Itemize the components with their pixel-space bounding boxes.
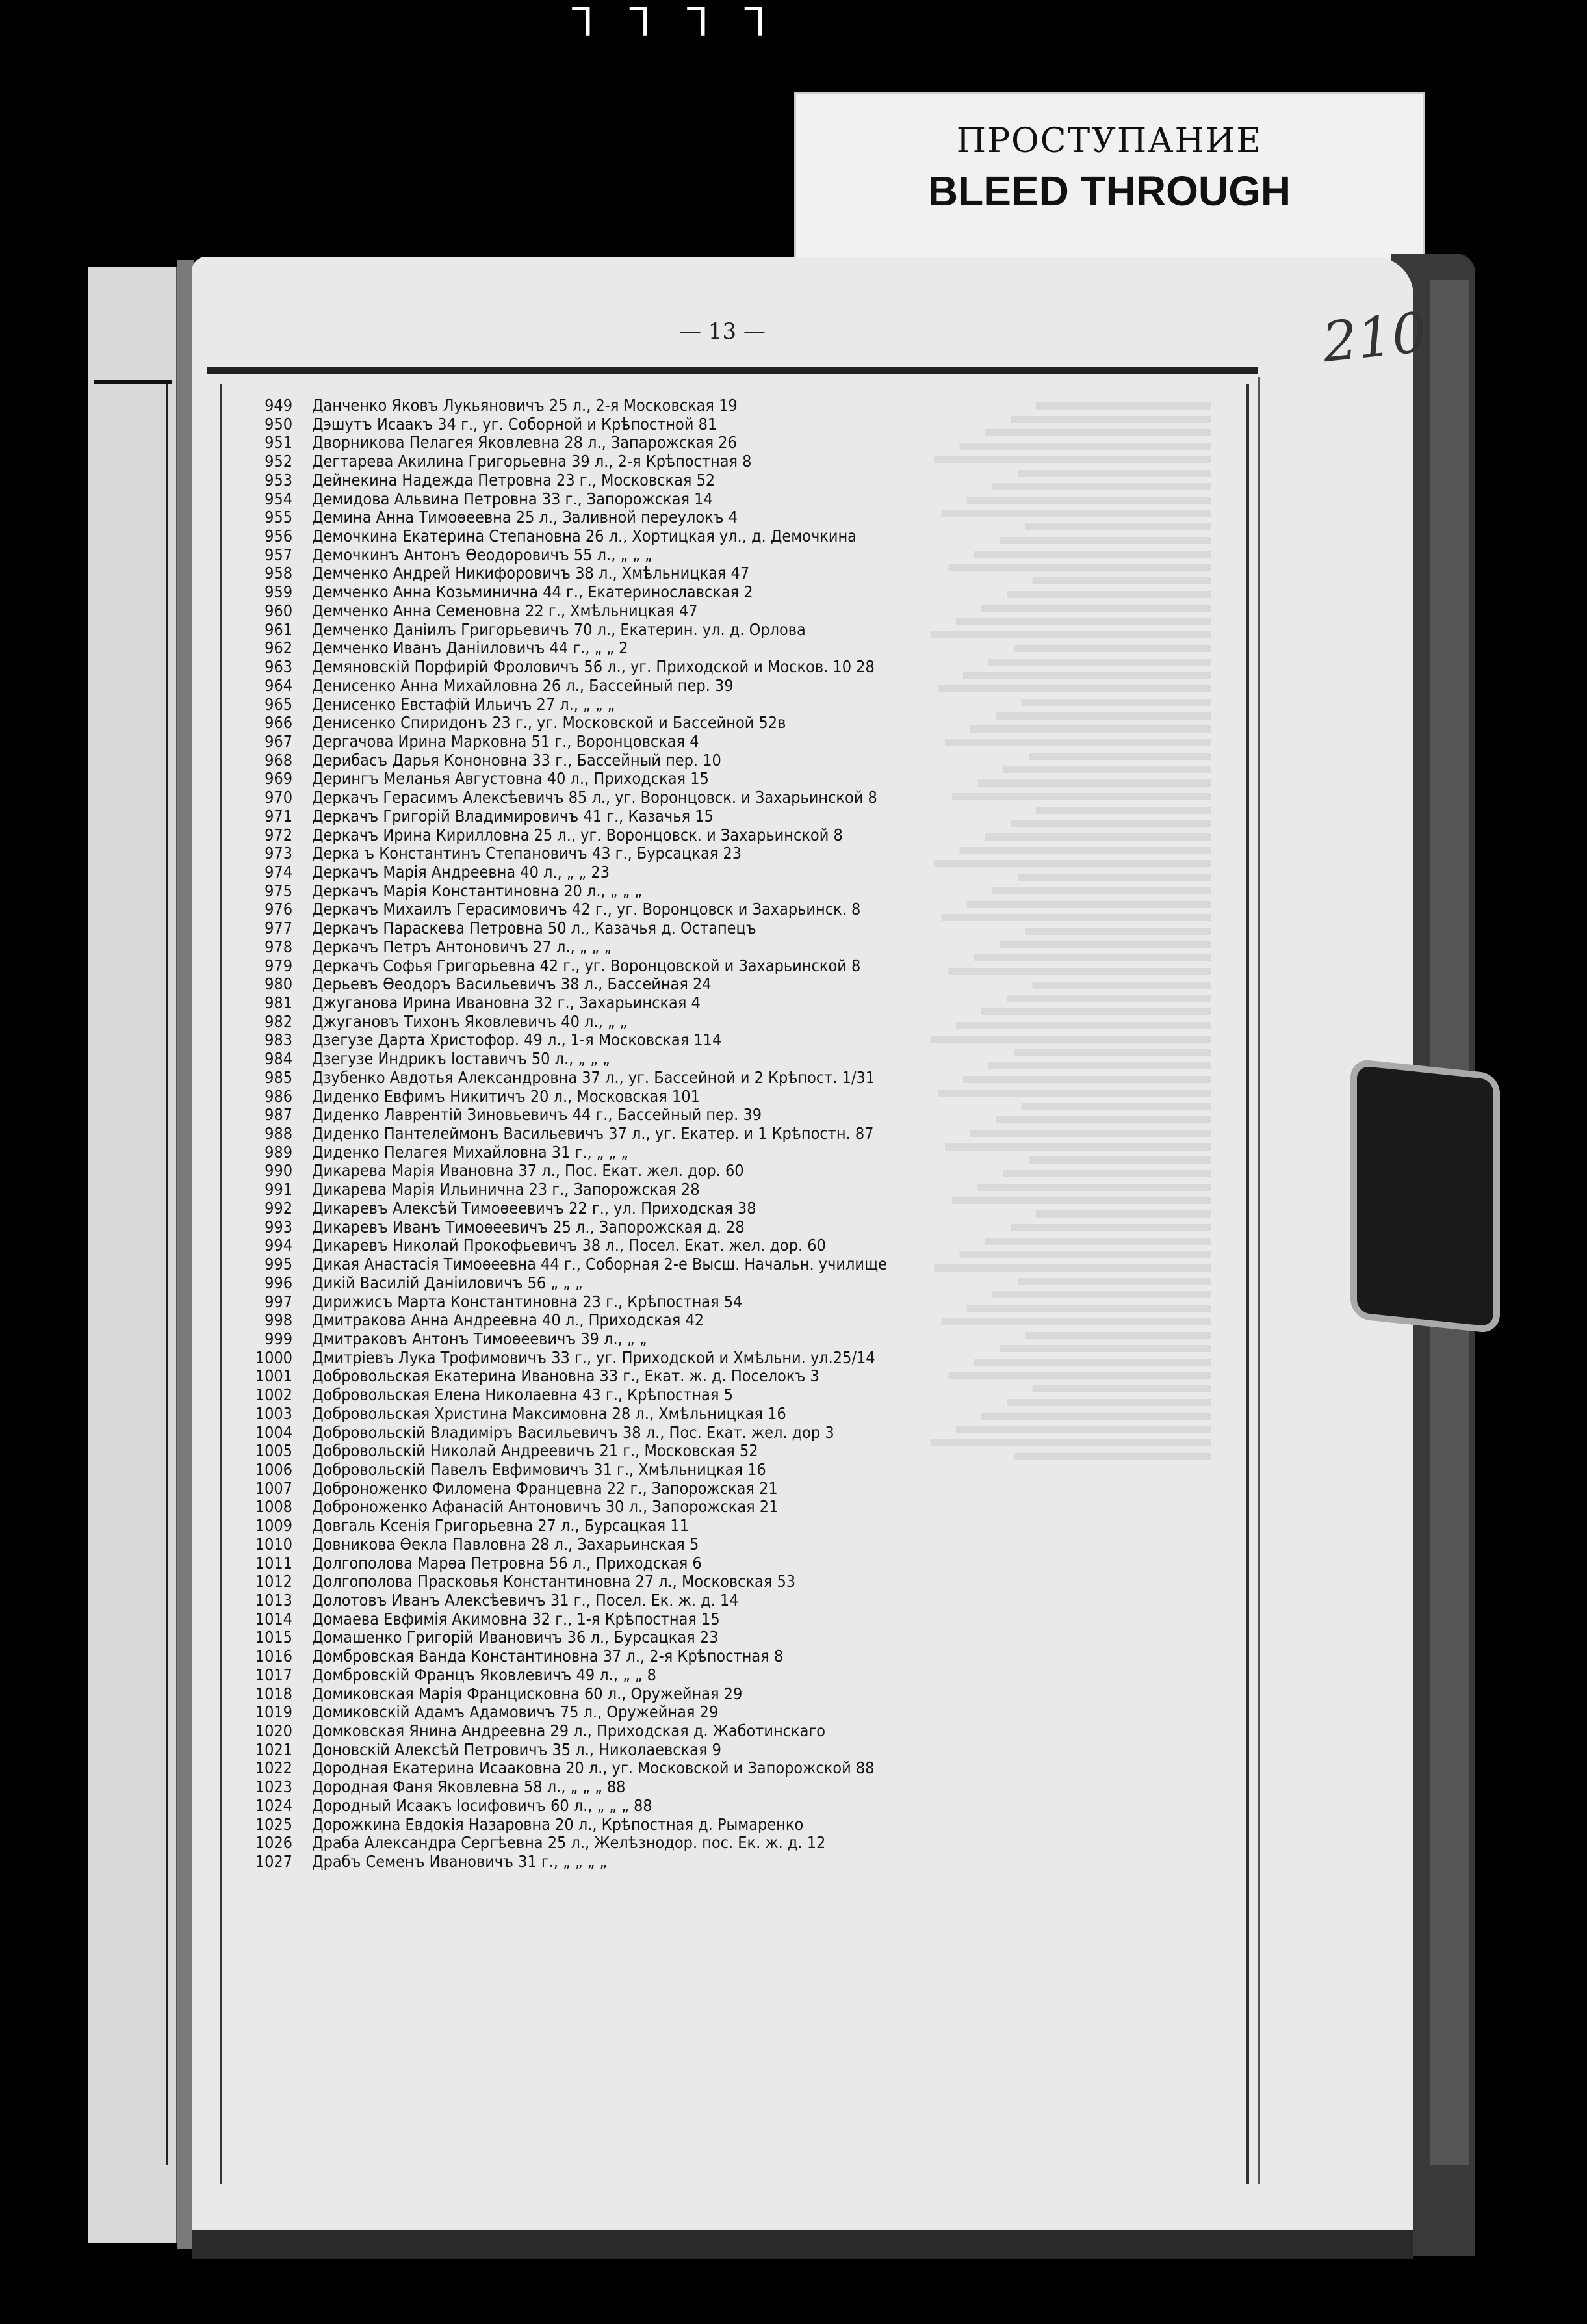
entry-number: 949 xyxy=(264,396,292,415)
entry-text: Денисенко Евстафій Ильичъ 27 л., „ „ „ xyxy=(312,694,615,714)
entry-number: 982 xyxy=(264,1012,292,1031)
entry-number: 968 xyxy=(264,750,292,770)
list-item xyxy=(227,714,1241,733)
entry-text: Деркачъ Григорій Владимировичъ 41 г., Казачья 15 xyxy=(312,806,714,826)
entry-number: 989 xyxy=(264,1142,292,1162)
entry-number: 1005 xyxy=(255,1441,292,1461)
entry-number: 1011 xyxy=(255,1553,292,1573)
entry-number: 983 xyxy=(264,1030,292,1050)
entry-number: 986 xyxy=(264,1086,292,1106)
stamp-label-en: BLEED THROUGH xyxy=(927,168,1291,215)
list-item xyxy=(227,975,1241,994)
entry-number: 978 xyxy=(264,937,292,956)
entry-text: Денисенко Спиридонъ 23 г., уг. Московской и Бассейной 52в xyxy=(312,713,786,733)
entry-text: Дерингъ Меланья Августовна 40 л., Приходская 15 xyxy=(312,769,709,789)
entry-number: 977 xyxy=(264,919,292,938)
entry-number: 970 xyxy=(264,788,292,807)
list-item xyxy=(227,1386,1241,1405)
list-item xyxy=(227,677,1241,696)
entry-text: Дмитраковъ Антонъ Тимоѳеевичъ 39 л., „ „ xyxy=(312,1329,647,1348)
list-item xyxy=(227,1199,1241,1218)
right-column-rule xyxy=(1246,384,1249,2184)
entry-text: Демина Анна Тимоѳеевна 25 л., Заливной переулокъ 4 xyxy=(312,508,738,527)
binding-clip xyxy=(1350,1058,1500,1334)
list-item xyxy=(227,994,1241,1013)
entry-number: 991 xyxy=(264,1180,292,1199)
list-item xyxy=(227,1535,1241,1554)
entry-number: 990 xyxy=(264,1161,292,1181)
entry-text: Диденко Евфимъ Никитичъ 20 л., Московская 101 xyxy=(312,1086,700,1106)
list-item xyxy=(227,1330,1241,1349)
entry-number: 1007 xyxy=(255,1478,292,1498)
entry-number: 971 xyxy=(264,806,292,826)
list-item xyxy=(227,807,1241,826)
entry-text: Демченко Даніилъ Григорьевичъ 70 л., Екатерин. ул. д. Орлова xyxy=(312,620,806,639)
list-item xyxy=(227,602,1241,621)
list-item xyxy=(227,1162,1241,1181)
entry-number: 1024 xyxy=(255,1795,292,1815)
list-item xyxy=(227,1013,1241,1032)
list-item xyxy=(227,1722,1241,1741)
entry-number: 998 xyxy=(264,1311,292,1330)
entry-text: Долотовъ Иванъ Алексѣевичъ 31 г., Посел. Ек. ж. д. 14 xyxy=(312,1591,739,1610)
entry-text: Дмитріевъ Лука Трофимовичъ 33 г., уг. Приходской и Хмѣльни. ул.25/14 xyxy=(312,1348,875,1367)
entry-text: Домаева Евфимія Акимовна 32 г., 1-я Крѣпостная 15 xyxy=(312,1609,720,1628)
entry-number: 1025 xyxy=(255,1814,292,1834)
entry-number: 1006 xyxy=(255,1459,292,1479)
list-item xyxy=(227,957,1241,976)
entry-text: Дворникова Пелагея Яковлевна 28 л., Запарожская 26 xyxy=(312,433,737,452)
entry-text: Домбровская Ванда Константиновна 37 л., 2-я Крѣпостная 8 xyxy=(312,1647,784,1666)
entry-text: Добровольскій Владиміръ Васильевичъ 38 л., Пос. Екат. жел. дор 3 xyxy=(312,1422,834,1442)
list-item xyxy=(227,1517,1241,1535)
entry-text: Дикаревъ Николай Прокофьевичъ 38 л., Посел. Екат. жел. дор. 60 xyxy=(312,1236,826,1255)
bleed-through-stamp xyxy=(794,92,1425,268)
list-item xyxy=(227,1442,1241,1461)
entry-number: 995 xyxy=(264,1255,292,1274)
entry-number: 955 xyxy=(264,508,292,527)
entry-number: 965 xyxy=(264,694,292,714)
entry-number: 1017 xyxy=(255,1665,292,1684)
list-item xyxy=(227,1106,1241,1125)
entry-text: Дзегузе Дарта Христофор. 49 л., 1-я Московская 114 xyxy=(312,1030,722,1050)
entry-text: Деркачъ Софья Григорьевна 42 г., уг. Воронцовской и Захарьинской 8 xyxy=(312,956,861,975)
list-item xyxy=(227,789,1241,807)
entry-text: Дикаревъ Иванъ Тимоѳеевичъ 25 л., Запорожская д. 28 xyxy=(312,1217,745,1236)
entry-number: 952 xyxy=(264,452,292,471)
entry-number: 967 xyxy=(264,731,292,751)
entry-number: 963 xyxy=(264,657,292,677)
entry-number: 1020 xyxy=(255,1721,292,1741)
entry-number: 1014 xyxy=(255,1609,292,1628)
entry-text: Дорожкина Евдокія Назаровна 20 л., Крѣпостная д. Рымаренко xyxy=(312,1814,804,1834)
list-item xyxy=(227,1069,1241,1088)
entry-number: 981 xyxy=(264,993,292,1012)
list-item xyxy=(227,1367,1241,1386)
list-item xyxy=(227,844,1241,863)
list-item xyxy=(227,452,1241,471)
entry-text: Джуганова Ирина Ивановна 32 г., Захарьинская 4 xyxy=(312,993,701,1012)
entry-text: Дикарева Марія Ильинична 23 г., Запорожская 28 xyxy=(312,1180,700,1199)
entry-text: Дородный Исаакъ Іосифовичъ 60 л., „ „ „ 88 xyxy=(312,1795,652,1815)
entry-number: 994 xyxy=(264,1236,292,1255)
entry-text: Дмитракова Анна Андреевна 40 л., Приходская 42 xyxy=(312,1311,704,1330)
entry-number: 979 xyxy=(264,956,292,975)
list-item xyxy=(227,1143,1241,1162)
entry-number: 975 xyxy=(264,881,292,900)
entry-number: 1021 xyxy=(255,1740,292,1759)
entry-number: 969 xyxy=(264,769,292,789)
entry-text: Довгаль Ксенія Григорьевна 27 л., Бурсацкая 11 xyxy=(312,1516,689,1535)
list-item xyxy=(227,1088,1241,1106)
entry-text: Долгополова Прасковья Константиновна 27 л., Московская 53 xyxy=(312,1572,796,1591)
entry-text: Домиковскій Адамъ Адамовичъ 75 л., Оружейная 29 xyxy=(312,1703,719,1722)
list-item xyxy=(227,900,1241,919)
entry-text: Демченко Иванъ Даніиловичъ 44 г., „ „ 2 xyxy=(312,638,628,658)
entry-text: Дзегузе Индрикъ Іоставичъ 50 л., „ „ „ xyxy=(312,1049,610,1069)
entry-number: 1018 xyxy=(255,1684,292,1703)
entry-text: Дерибасъ Дарья Кононовна 33 г., Бассейный пер. 10 xyxy=(312,750,721,770)
list-item xyxy=(227,863,1241,882)
entry-number: 996 xyxy=(264,1273,292,1292)
list-item xyxy=(227,919,1241,938)
right-column-rule-outer xyxy=(1258,377,1260,2184)
entry-number: 950 xyxy=(264,414,292,434)
list-item xyxy=(227,770,1241,789)
entry-number: 961 xyxy=(264,620,292,639)
list-item xyxy=(227,1480,1241,1498)
entry-number: 966 xyxy=(264,713,292,733)
entry-number: 999 xyxy=(264,1329,292,1348)
list-item xyxy=(227,1816,1241,1834)
entry-text: Дерка ъ Константинъ Степановичъ 43 г., Бурсацкая 23 xyxy=(312,844,742,863)
entry-text: Деркачъ Марія Константиновна 20 л., „ „ „ xyxy=(312,881,643,900)
entry-number: 958 xyxy=(264,564,292,583)
entry-number: 1010 xyxy=(255,1534,292,1554)
list-item xyxy=(227,1293,1241,1312)
entry-text: Дегтарева Акилина Григорьевна 39 л., 2-я Крѣпостная 8 xyxy=(312,452,752,471)
entry-text: Дородная Фаня Яковлевна 58 л., „ „ „ 88 xyxy=(312,1777,626,1797)
entry-number: 987 xyxy=(264,1105,292,1125)
list-item xyxy=(227,1255,1241,1274)
entry-text: Доброноженко Афанасій Антоновичъ 30 л., Запорожская 21 xyxy=(312,1497,779,1517)
entry-number: 1016 xyxy=(255,1647,292,1666)
list-item xyxy=(227,434,1241,452)
entry-text: Деркачъ Марія Андреевна 40 л., „ „ 23 xyxy=(312,862,610,881)
list-item xyxy=(227,415,1241,434)
entry-text: Диденко Лаврентій Зиновьевичъ 44 г., Бассейный пер. 39 xyxy=(312,1105,762,1125)
list-item xyxy=(227,1647,1241,1666)
list-item xyxy=(227,658,1241,677)
list-item xyxy=(227,527,1241,546)
entry-number: 997 xyxy=(264,1292,292,1311)
entry-text: Деркачъ Герасимъ Алексѣевичъ 85 л., уг. Воронцовск. и Захарьинской 8 xyxy=(312,788,877,807)
entry-text: Дикарева Марія Ивановна 37 л., Пос. Екат. жел. дор. 60 xyxy=(312,1161,744,1181)
entry-number: 964 xyxy=(264,675,292,695)
entry-text: Демочкина Екатерина Степановна 26 л., Хортицкая ул., д. Демочкина xyxy=(312,527,857,546)
list-item xyxy=(227,1236,1241,1255)
entry-text: Демченко Анна Семеновна 22 г., Хмѣльницкая 47 xyxy=(312,601,698,620)
list-item xyxy=(227,1311,1241,1330)
entry-number: 959 xyxy=(264,582,292,602)
entry-text: Доновскій Алексѣй Петровичъ 35 л., Николаевская 9 xyxy=(312,1740,721,1759)
handwritten-folio-number: 210 xyxy=(1319,300,1430,375)
list-item xyxy=(227,564,1241,583)
entry-number: 992 xyxy=(264,1198,292,1218)
entry-text: Домбровскій Францъ Яковлевичъ 49 л., „ „ 8 xyxy=(312,1665,656,1684)
entry-text: Деркачъ Михаилъ Герасимовичъ 42 г., уг. Воронцовск и Захарьинск. 8 xyxy=(312,900,861,919)
entry-number: 980 xyxy=(264,974,292,994)
entry-number: 1023 xyxy=(255,1777,292,1797)
entry-text: Деркачъ Параскева Петровна 50 л., Казачья д. Остапецъ xyxy=(312,919,756,938)
list-item xyxy=(227,882,1241,901)
entry-text: Домковская Янина Андреевна 29 л., Приходская д. Жаботинскаго xyxy=(312,1721,825,1741)
entry-number: 1019 xyxy=(255,1703,292,1722)
list-item xyxy=(227,639,1241,658)
entry-text: Доброноженко Филомена Францевна 22 г., Запорожская 21 xyxy=(312,1478,778,1498)
entry-text: Демидова Альвина Петровна 33 г., Запорожская 14 xyxy=(312,489,713,508)
entry-text: Демченко Андрей Никифоровичъ 38 л., Хмѣльницкая 47 xyxy=(312,564,750,583)
list-item xyxy=(227,1349,1241,1368)
entry-text: Добровольская Екатерина Ивановна 33 г., Екат. ж. д. Поселокъ 3 xyxy=(312,1366,819,1386)
list-item xyxy=(227,546,1241,565)
entry-number: 953 xyxy=(264,470,292,490)
list-item xyxy=(227,1181,1241,1199)
list-item xyxy=(227,733,1241,751)
list-item xyxy=(227,1778,1241,1797)
entry-number: 1002 xyxy=(255,1385,292,1405)
entry-number: 1009 xyxy=(255,1516,292,1535)
list-item xyxy=(227,1274,1241,1293)
entry-number: 1008 xyxy=(255,1497,292,1517)
entry-text: Демочкинъ Антонъ Ѳеодоровичъ 55 л., „ „ „ xyxy=(312,545,652,564)
previous-page-edge xyxy=(88,267,180,2243)
list-item xyxy=(227,1853,1241,1872)
entry-text: Дейнекина Надежда Петровна 23 г., Московская 52 xyxy=(312,470,716,490)
entry-text: Деркачъ Ирина Кирилловна 25 л., уг. Воронцовск. и Захарьинской 8 xyxy=(312,825,843,844)
entry-number: 956 xyxy=(264,527,292,546)
entry-text: Дикая Анастасія Тимоѳеевна 44 г., Соборная 2-е Высш. Начальн. училище xyxy=(312,1255,888,1274)
entry-text: Домиковская Марія Францисковна 60 л., Оружейная 29 xyxy=(312,1684,743,1703)
entry-number: 1012 xyxy=(255,1572,292,1591)
list-item xyxy=(227,471,1241,490)
stamp-label-ru: ПРОСТУПАНИЕ xyxy=(956,122,1263,161)
list-item xyxy=(227,826,1241,845)
list-item xyxy=(227,1610,1241,1629)
list-item xyxy=(227,696,1241,714)
entry-number: 974 xyxy=(264,862,292,881)
left-column-rule xyxy=(220,384,222,2184)
list-item xyxy=(227,1405,1241,1424)
list-item xyxy=(227,397,1241,415)
list-item xyxy=(227,508,1241,527)
list-item xyxy=(227,1461,1241,1480)
entry-number: 1001 xyxy=(255,1366,292,1386)
page-number: — 13 — xyxy=(679,319,766,345)
entry-number: 951 xyxy=(264,433,292,452)
entry-text: Деркачъ Петръ Антоновичъ 27 л., „ „ „ xyxy=(312,937,612,956)
list-item xyxy=(227,1498,1241,1517)
entry-number: 984 xyxy=(264,1049,292,1069)
entry-text: Данченко Яковъ Лукьяновичъ 25 л., 2-я Московская 19 xyxy=(312,396,738,415)
list-item xyxy=(227,1703,1241,1722)
entry-number: 960 xyxy=(264,601,292,620)
entry-text: Драба Александра Сергѣевна 25 л., Желѣзнодор. пос. Ек. ж. д. 12 xyxy=(312,1833,826,1853)
entry-text: Диденко Пелагея Михайловна 31 г., „ „ „ xyxy=(312,1142,628,1162)
list-item xyxy=(227,1685,1241,1704)
list-item xyxy=(227,621,1241,640)
entry-number: 1004 xyxy=(255,1422,292,1442)
entry-text: Дэшутъ Исаакъ 34 г., уг. Соборной и Крѣпостной 81 xyxy=(312,414,717,434)
entry-text: Дикій Василій Даніиловичъ 56 „ „ „ xyxy=(312,1273,583,1292)
entry-text: Дерьевъ Ѳеодоръ Васильевичъ 38 л., Бассейная 24 xyxy=(312,974,712,994)
list-item xyxy=(227,1797,1241,1816)
list-item xyxy=(227,1218,1241,1237)
entry-text: Домашенко Григорій Ивановичъ 36 л., Бурсацкая 23 xyxy=(312,1628,719,1647)
list-item xyxy=(227,583,1241,602)
list-item xyxy=(227,1834,1241,1853)
entry-number: 1003 xyxy=(255,1404,292,1423)
entry-number: 1015 xyxy=(255,1628,292,1647)
entry-number: 1013 xyxy=(255,1591,292,1610)
entry-number: 972 xyxy=(264,825,292,844)
entry-text: Диденко Пантелеймонъ Васильевичъ 37 л., уг. Екатер. и 1 Крѣпостн. 87 xyxy=(312,1124,874,1143)
previous-page-rule xyxy=(94,380,172,384)
entry-text: Добровольская Елена Николаевна 43 г., Крѣпостная 5 xyxy=(312,1385,733,1405)
list-item xyxy=(227,1666,1241,1685)
entry-number: 985 xyxy=(264,1067,292,1087)
entry-text: Джугановъ Тихонъ Яковлевичъ 40 л., „ „ xyxy=(312,1012,628,1031)
entry-text: Дикаревъ Алексѣй Тимоѳеевичъ 22 г., ул. Приходская 38 xyxy=(312,1198,756,1218)
list-item xyxy=(227,1741,1241,1760)
entry-text: Демяновскій Порфирій Фроловичъ 56 л., уг. Приходской и Москов. 10 28 xyxy=(312,657,875,677)
entry-text: Дергачова Ирина Марковна 51 г., Воронцовская 4 xyxy=(312,731,699,751)
entry-number: 962 xyxy=(264,638,292,658)
page-bottom-shadow xyxy=(192,2230,1413,2259)
entry-text: Дирижисъ Марта Константиновна 23 г., Крѣпостная 54 xyxy=(312,1292,743,1311)
header-rule xyxy=(207,367,1258,374)
entry-number: 1027 xyxy=(255,1852,292,1872)
list-item xyxy=(227,1031,1241,1050)
list-item xyxy=(227,1554,1241,1573)
entry-number: 973 xyxy=(264,844,292,863)
entry-number: 957 xyxy=(264,545,292,564)
film-frame-marks: ꓶ ꓶ ꓶ ꓶ xyxy=(572,0,778,46)
list-item xyxy=(227,1628,1241,1647)
entry-text: Демченко Анна Козьминична 44 г., Екатеринославская 2 xyxy=(312,582,753,602)
list-item xyxy=(227,1591,1241,1610)
entry-text: Добровольскій Павелъ Евфимовичъ 31 г., Хмѣльницкая 16 xyxy=(312,1459,766,1479)
list-item xyxy=(227,751,1241,770)
list-item xyxy=(227,1759,1241,1778)
entry-text: Добровольскій Николай Андреевичъ 21 г., Московская 52 xyxy=(312,1441,758,1461)
entry-number: 988 xyxy=(264,1124,292,1143)
list-item xyxy=(227,490,1241,509)
list-item xyxy=(227,938,1241,957)
list-item xyxy=(227,1424,1241,1443)
entry-number: 976 xyxy=(264,900,292,919)
list-item xyxy=(227,1125,1241,1143)
resident-list xyxy=(227,397,1241,1872)
list-item xyxy=(227,1573,1241,1591)
entry-text: Дзубенко Авдотья Александровна 37 л., уг. Бассейной и 2 Крѣпост. 1/31 xyxy=(312,1067,875,1087)
entry-number: 1000 xyxy=(255,1348,292,1367)
entry-text: Дородная Екатерина Исааковна 20 л., уг. Московской и Запорожской 88 xyxy=(312,1758,875,1778)
entry-text: Долгополова Марѳа Петровна 56 л., Приходская 6 xyxy=(312,1553,702,1573)
entry-number: 1022 xyxy=(255,1758,292,1778)
previous-page-column-line xyxy=(166,384,168,2165)
entry-text: Денисенко Анна Михайловна 26 л., Бассейный пер. 39 xyxy=(312,675,734,695)
list-item xyxy=(227,1050,1241,1069)
entry-number: 954 xyxy=(264,489,292,508)
entry-text: Добровольская Христина Максимовна 28 л., Хмѣльницкая 16 xyxy=(312,1404,786,1423)
entry-text: Драбъ Семенъ Ивановичъ 31 г., „ „ „ „ xyxy=(312,1852,608,1872)
entry-number: 1026 xyxy=(255,1833,292,1853)
entry-text: Довникова Ѳекла Павловна 28 л., Захарьинская 5 xyxy=(312,1534,699,1554)
entry-number: 993 xyxy=(264,1217,292,1236)
